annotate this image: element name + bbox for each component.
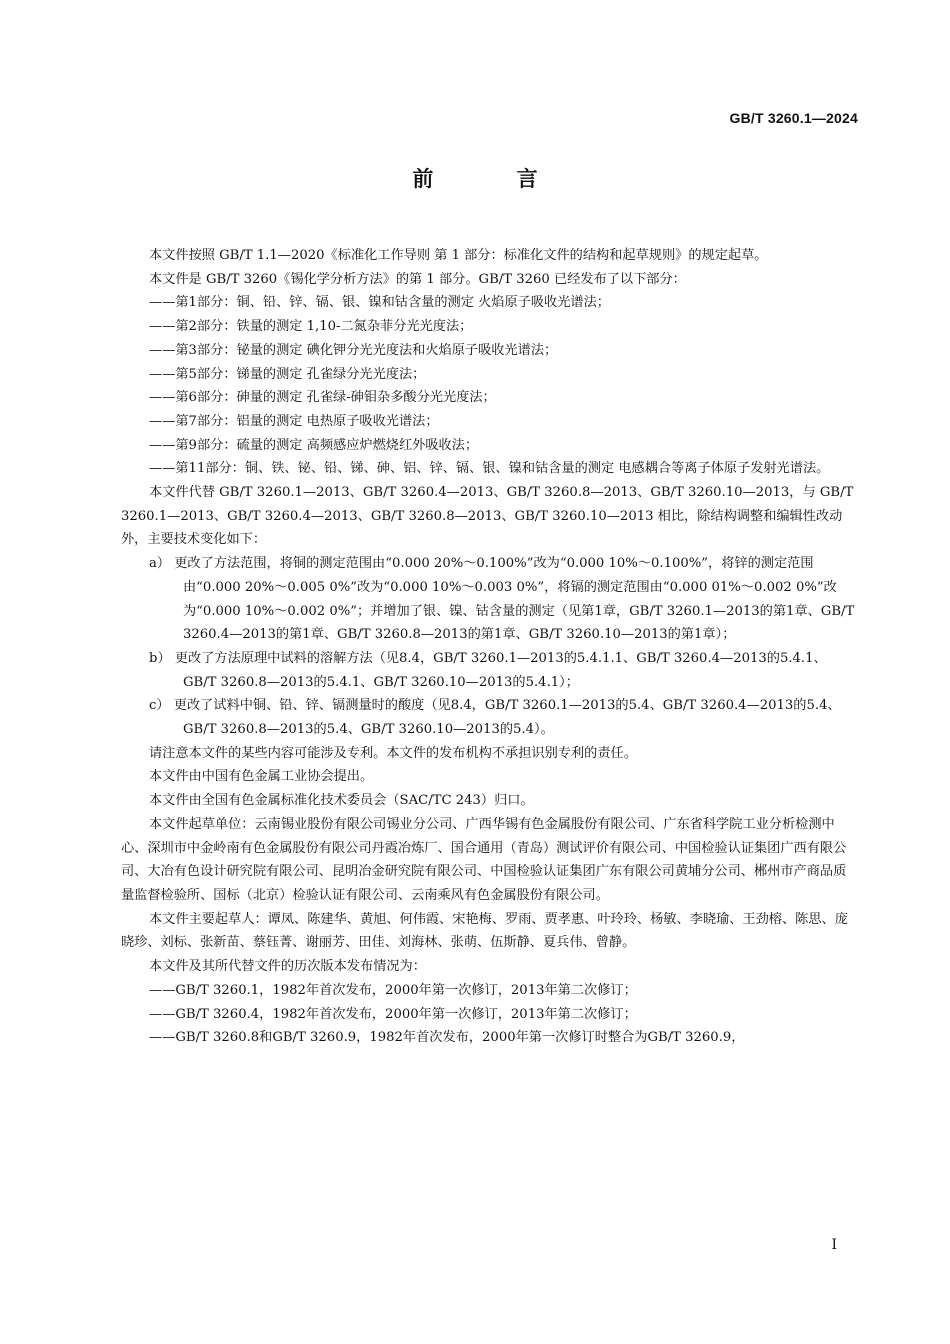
list-item: ——第3部分：铋量的测定 碘化钾分光光度法和火焰原子吸收光谱法； [149,342,558,358]
paragraph: 本文件是 GB/T 3260《锡化学分析方法》的第 1 部分。GB/T 3260 已经发布了以下部分： [149,271,686,287]
paragraph: 本文件代替 GB/T 3260.1—2013、GB/T 3260.4—2013、GB/T 3260.8—2013、GB/T 3260.10—2013，与 GB/T 3260.1—2013、GB/T 3260.4—2013、GB/T 3260.8—2013、GB/T 3260.10—2013 相比，除结构调整和编辑性改动外，主要技术变化如下： [121,485,854,548]
change-item-b: b） 更改了方法原理中试料的溶解方法（见8.4，GB/T 3260.1—2013的5.4.1.1、GB/T 3260.4—2013的5.4.1、GB/T 3260.8—2013的5.4.1、GB/T 3260.10—2013的5.4.1）； [149,650,827,690]
list-item: ——GB/T 3260.1，1982年首次发布，2000年第一次修订，2013年第二次修订； [149,982,637,998]
paragraph: 本文件起草单位：云南锡业股份有限公司锡业分公司、广西华锡有色金属股份有限公司、广东省科学院工业分析检测中心、深圳市中金岭南有色金属股份有限公司丹霞冶炼厂、国合通用（青岛）测试评价有限公司、中国检验认证集团广西有限公司、大冶有色设计研究院有限公司、昆明冶金研究院有限公司、中国检验认证集团广东有限公司黄埔分公司、郴州市产商品质量监督检验所、国标（北京）检验认证有限公司、云南乘风有色金属股份有限公司。 [121,816,847,903]
list-item: ——第2部分：铁量的测定 1,10-二氮杂菲分光光度法； [149,319,473,335]
paragraph: 本文件及其所代替文件的历次版本发布情况为： [149,959,426,975]
list-item: ——第6部分：砷量的测定 孔雀绿-砷钼杂多酸分光光度法； [149,390,496,406]
change-item-a: a） 更改了方法范围，将铜的测定范围由“0.000 20%～0.100%”改为“0.000 10%～0.100%”，将锌的测定范围由“0.000 20%～0.005 0%”改为“0.000 10%～0.003 0%”，将镉的测定范围由“0.000 01%～0.002 0%”改为“0.000 10%～0.002 0%”；并增加了银、镍、钴含量的测定（见第1章，GB/T 3260.1—2013的第1章、GB/T 3260.4—2013的第1章、GB/T 3260.8—2013的第1章、GB/T 3260.10—2013的第1章）； [149,556,855,643]
list-item: ——第11部分：铜、铁、铋、铅、锑、砷、铝、锌、镉、银、镍和钴含量的测定 电感耦合等离子体原子发射光谱法。 [149,461,830,477]
paragraph: 本文件由全国有色金属标准化技术委员会（SAC/TC 243）归口。 [149,793,534,809]
list-item: ——第7部分：铝量的测定 电热原子吸收光谱法； [149,413,439,429]
paragraph: 本文件主要起草人：谭凤、陈建华、黄旭、何伟霞、宋艳梅、罗雨、贾孝惠、叶玲玲、杨敏、李晓瑜、王劲榕、陈思、庞晓珍、刘标、张新苗、蔡钰菁、谢丽芳、田佳、刘海林、张萌、伍斯静、夏兵伟、曾静。 [121,911,848,951]
list-item: ——GB/T 3260.8和GB/T 3260.9，1982年首次发布，2000年第一次修订时整合为GB/T 3260.9， [149,1030,745,1046]
list-item: ——第9部分：硫量的测定 高频感应炉燃烧红外吸收法； [149,437,479,453]
standard-number: GB/T 3260.1—2024 [729,110,858,126]
page-number: I [831,1237,837,1253]
paragraph: 本文件由中国有色金属工业协会提出。 [149,769,374,785]
page-title: 前 言 [412,167,576,191]
list-item: ——GB/T 3260.4，1982年首次发布，2000年第一次修订，2013年第二次修订； [149,1006,637,1022]
foreword-body [121,244,859,1050]
paragraph: 本文件按照 GB/T 1.1—2020《标准化工作导则 第 1 部分：标准化文件的结构和起草规则》的规定起草。 [149,248,768,263]
change-item-c: c） 更改了试料中铜、铅、锌、镉测量时的酸度（见8.4，GB/T 3260.1—2013的5.4、GB/T 3260.4—2013的5.4、GB/T 3260.8—2013的5.4、GB/T 3260.10—2013的5.4）。 [149,698,841,738]
list-item: ——第1部分：铜、铅、锌、镉、银、镍和钴含量的测定 火焰原子吸收光谱法； [149,295,610,311]
list-item: ——第5部分：锑量的测定 孔雀绿分光光度法； [149,366,426,382]
paragraph: 请注意本文件的某些内容可能涉及专利。本文件的发布机构不承担识别专利的责任。 [149,745,637,761]
